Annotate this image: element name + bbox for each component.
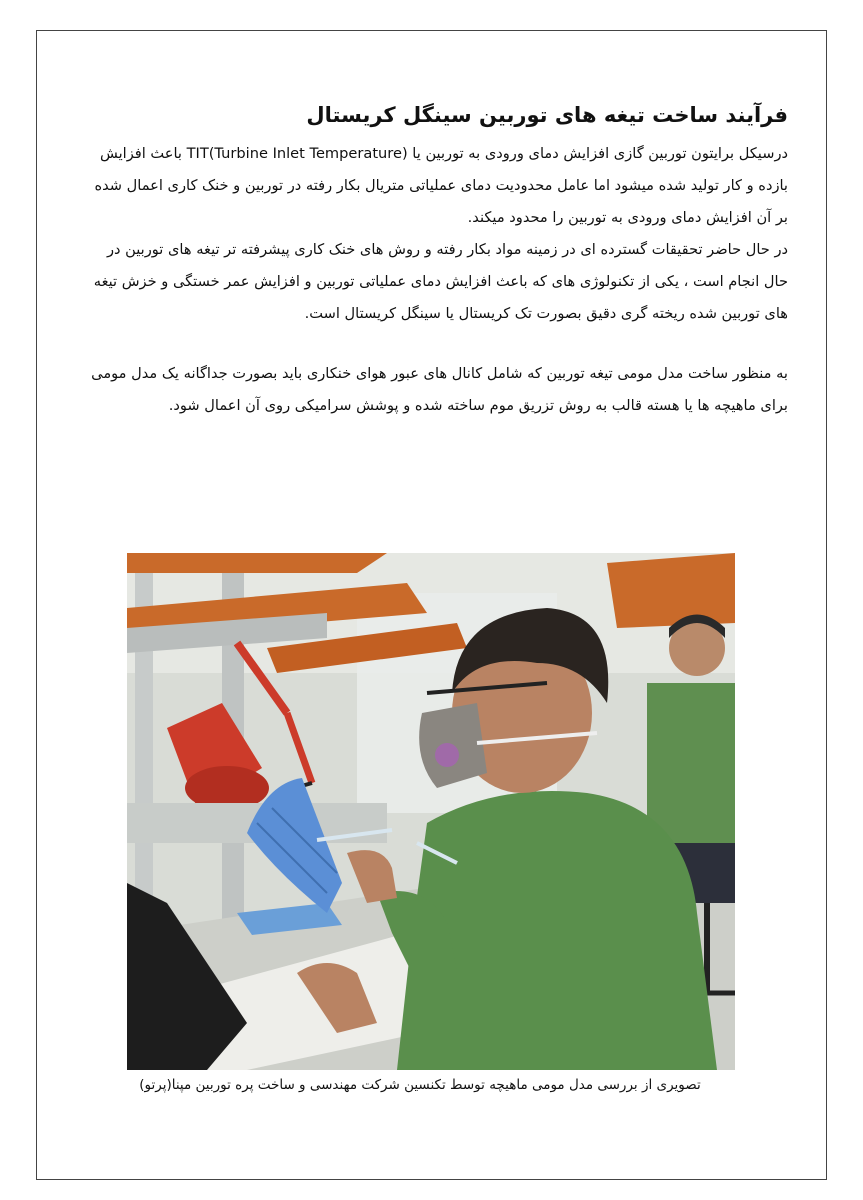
tit-term: TIT(Turbine Inlet Temperature) (186, 145, 408, 162)
article-body (88, 100, 788, 422)
paragraph-wax-model: به منظور ساخت مدل مومی تیغه توربین که شامل کانال های عبور هوای خنکاری باید بصورت جداگانه یک مدل مومی برای ماهیچه ها یا هسته قالب به روش تزریق موم ساخته شده و پوشش سرامیکی روی آن اعمال شود. (91, 365, 788, 414)
paragraph-intro (88, 138, 788, 234)
technician-photo (127, 553, 735, 1070)
photo-illustration (127, 553, 735, 1070)
figure-caption: تصویری از بررسی مدل مومی ماهیچه توسط تکنسین شرکت مهندسی و ساخت پره توربین مپنا(پرتو) (139, 1077, 701, 1093)
orange-shelf (127, 553, 387, 573)
paragraph-intro-prefix: درسیکل برایتون توربین گازی افزایش دمای ورودی به توربین یا (407, 145, 788, 162)
background-technician (647, 683, 735, 843)
article-title: فرآیند ساخت تیغه های توربین سینگل کریستال (306, 103, 788, 127)
paragraph-intro-rest: باعث افزایش بازده و کار تولید شده میشود اما عامل محدودیت دمای عملیاتی متریال بکار رفته در توربین و خنک کاری اعمال شده بر آن افزایش دمای ورودی به توربین را محدود میکند. (94, 145, 788, 226)
paragraph-research: در حال حاضر تحقیقات گسترده ای در زمینه مواد بکار رفته و روش های خنک کاری پیشرفته تر تیغه های توربین در حال انجام است ، یکی از تکنولوژی های که باعث افزایش دمای عملیاتی توربین و افزایش عمر خستگی و خزش تیغه های توربین شده ریخته گری دقیق بصورت تک کریستال یا سینگل کریستال است. (93, 241, 788, 322)
